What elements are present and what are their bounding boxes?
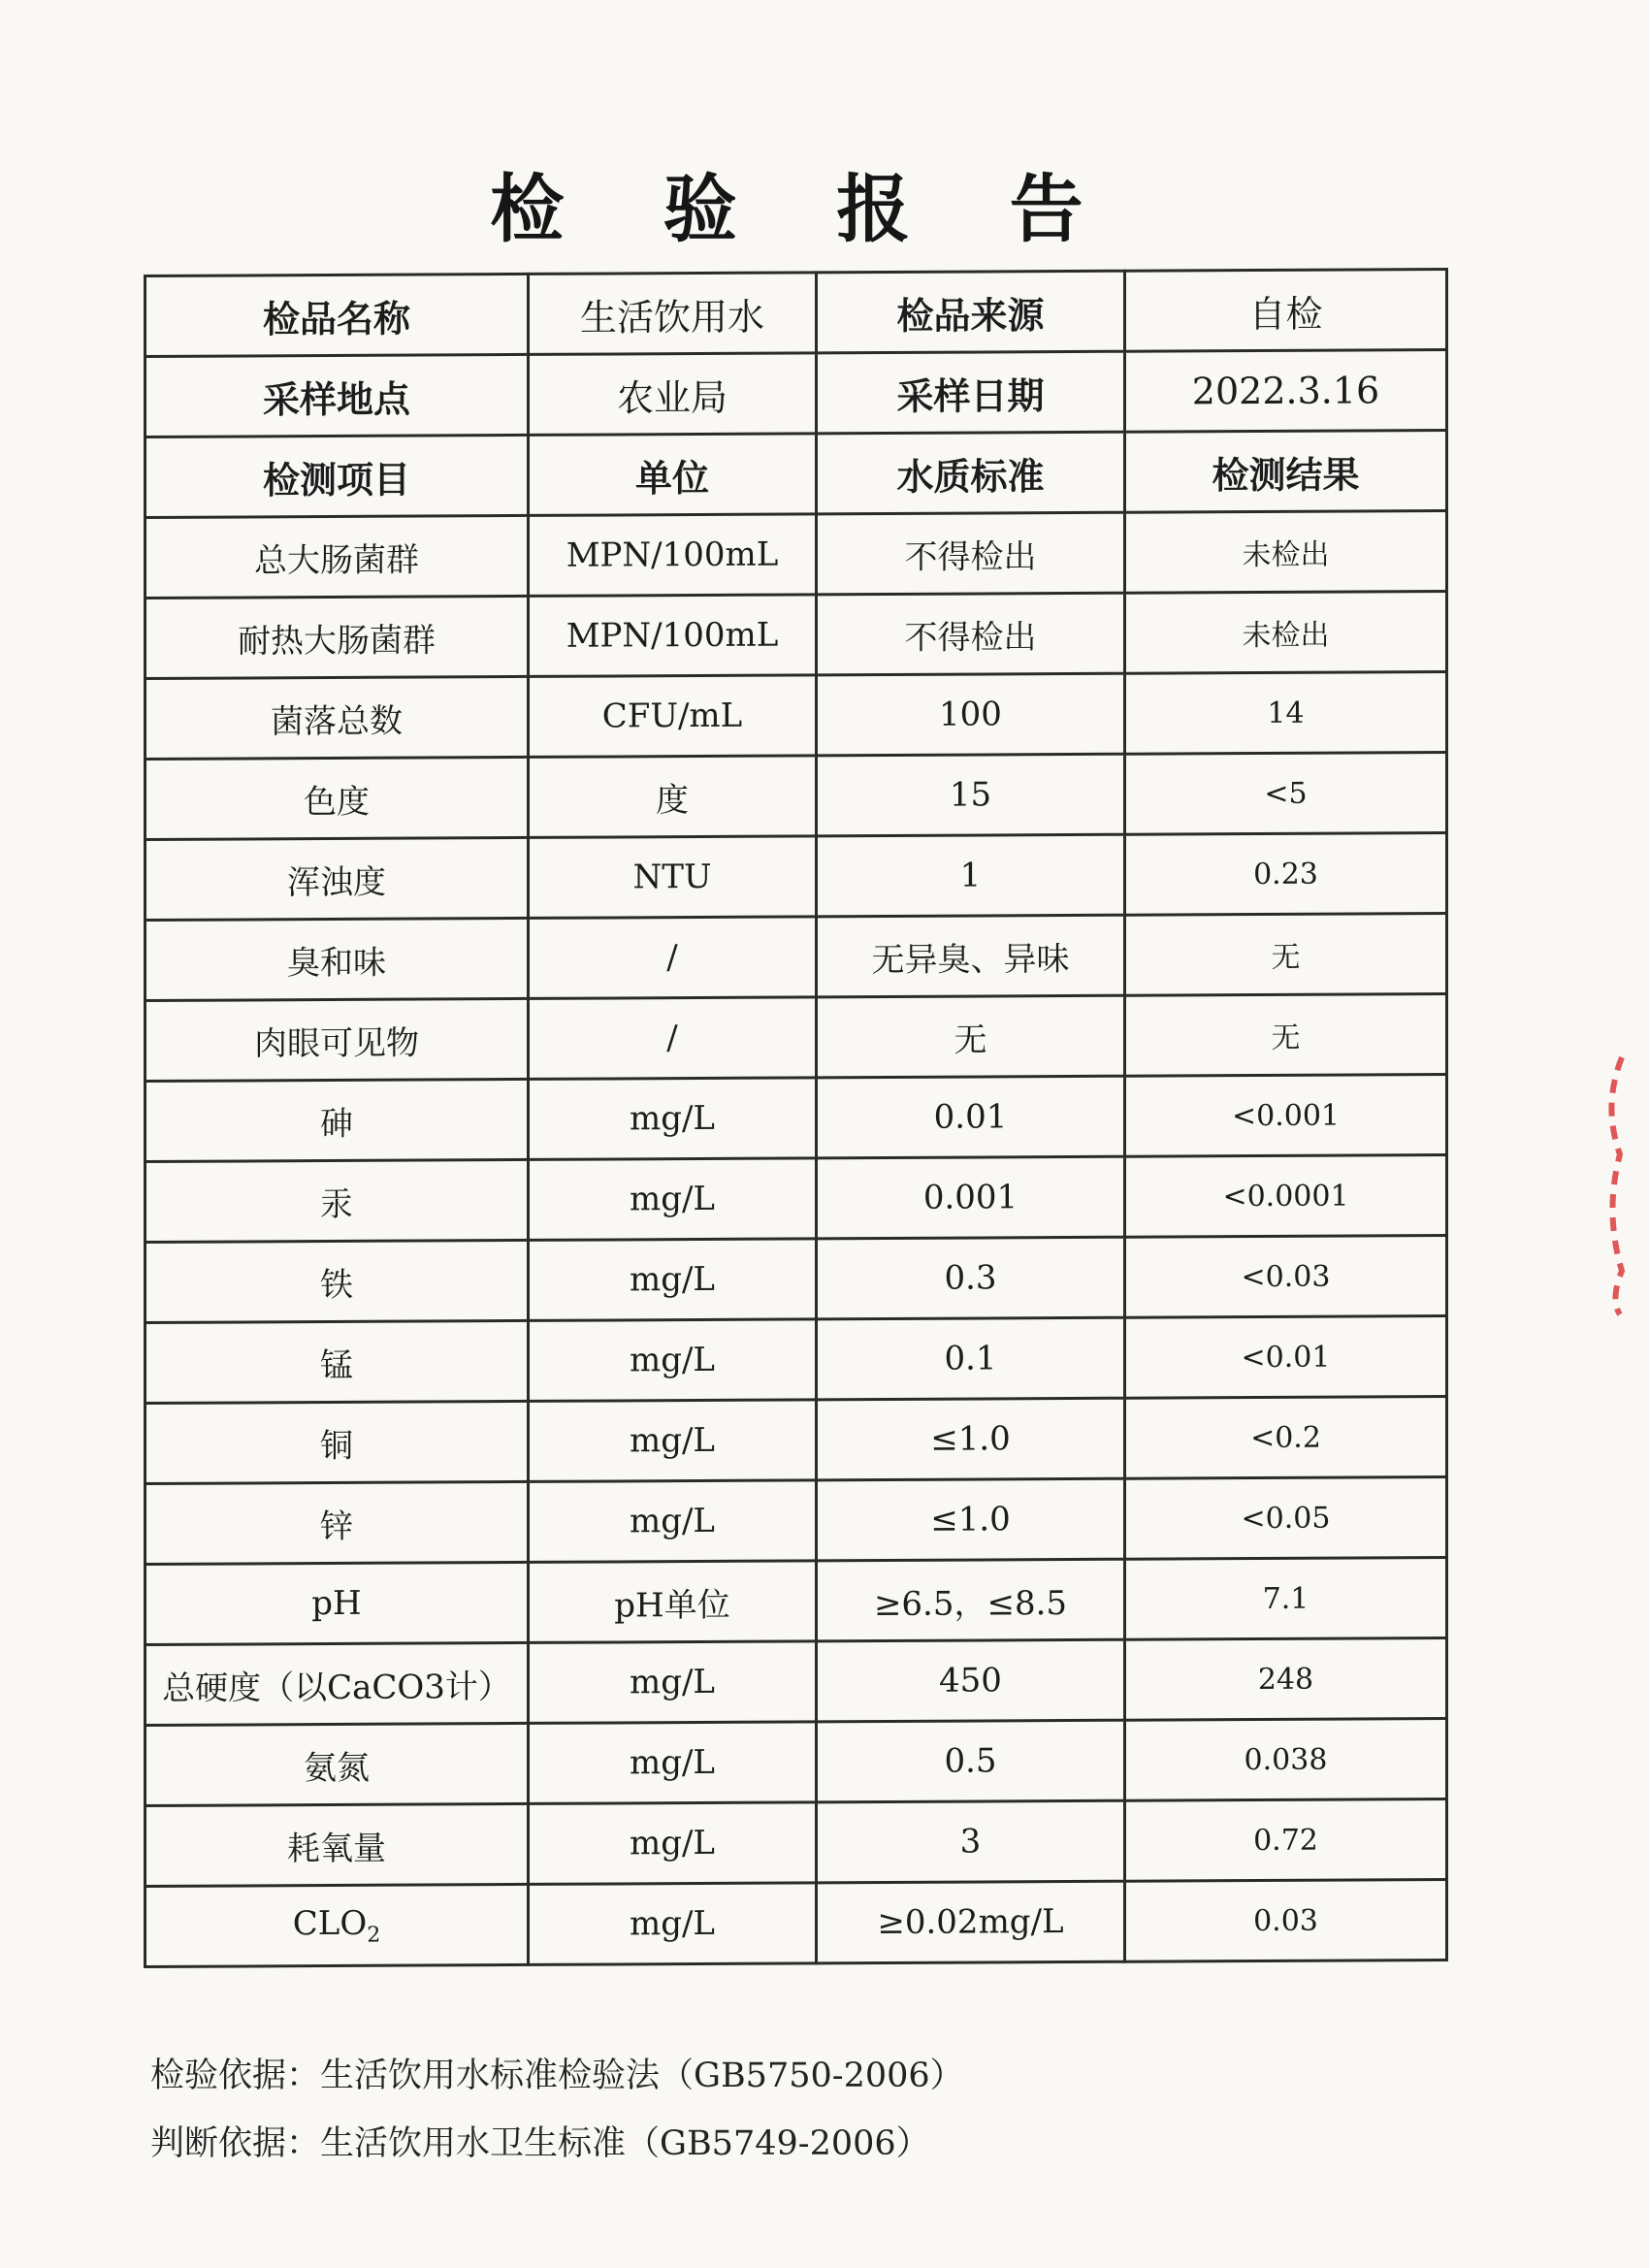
item-result: 0.23 <box>1125 832 1447 915</box>
item-result: 未检出 <box>1125 510 1447 593</box>
item-result: 0.72 <box>1125 1798 1447 1881</box>
item-result: 无 <box>1125 913 1447 995</box>
table-row <box>146 510 1447 598</box>
item-name: 色度 <box>146 757 529 839</box>
item-standard: ≤1.0 <box>817 1398 1125 1480</box>
red-seal-edge <box>1593 1048 1632 1319</box>
item-standard: 0.3 <box>817 1237 1125 1319</box>
item-name: 浑浊度 <box>146 837 529 920</box>
item-name: 菌落总数 <box>146 676 529 759</box>
sampling-row <box>146 349 1447 437</box>
table-row <box>146 832 1447 920</box>
table-row <box>146 1074 1447 1161</box>
item-result: <0.05 <box>1125 1476 1447 1559</box>
item-name: 铁 <box>146 1240 529 1322</box>
table-row <box>146 1557 1447 1644</box>
table-row <box>146 913 1447 1000</box>
item-standard: 0.001 <box>817 1156 1125 1239</box>
item-unit: mg/L <box>529 1883 817 1965</box>
table-row <box>146 1154 1447 1242</box>
item-result: <0.2 <box>1125 1396 1447 1478</box>
item-result: 未检出 <box>1125 591 1447 673</box>
item-unit: / <box>529 917 817 999</box>
item-standard: 0.01 <box>817 1076 1125 1158</box>
item-name-base: CLO <box>292 1903 368 1943</box>
table-row <box>146 1637 1447 1725</box>
item-name <box>146 1884 529 1966</box>
item-unit: mg/L <box>529 1400 817 1482</box>
item-unit: CFU/mL <box>529 675 817 758</box>
sample-source-label: 检品来源 <box>817 271 1125 353</box>
item-name-subscript: 2 <box>367 1922 381 1948</box>
item-name: 耐热大肠菌群 <box>146 596 529 678</box>
sampling-location-value: 农业局 <box>529 353 817 436</box>
item-name: 氨氮 <box>146 1723 529 1805</box>
item-result: <5 <box>1125 752 1447 834</box>
sampling-location-label: 采样地点 <box>146 354 529 437</box>
table-row <box>146 1476 1447 1564</box>
sampling-date-value: 2022.3.16 <box>1125 349 1447 432</box>
item-standard: ≤1.0 <box>817 1478 1125 1561</box>
item-name: 总硬度（以CaCO3计） <box>146 1642 529 1725</box>
item-standard: ≥6.5，≤8.5 <box>817 1559 1125 1641</box>
item-result: <0.03 <box>1125 1235 1447 1317</box>
item-standard: 0.5 <box>817 1720 1125 1802</box>
item-standard: 1 <box>817 834 1125 917</box>
item-unit: MPN/100mL <box>529 514 817 597</box>
item-name: pH <box>146 1562 529 1644</box>
column-header-row <box>146 430 1447 517</box>
item-result: <0.001 <box>1125 1074 1447 1156</box>
item-name: 耗氧量 <box>146 1803 529 1886</box>
item-unit: mg/L <box>529 1641 817 1724</box>
judgement-basis: 判断依据：生活饮用水卫生标准（GB5749-2006） <box>150 2124 930 2163</box>
sample-name-row <box>146 269 1447 356</box>
item-unit: mg/L <box>529 1802 817 1885</box>
table-row <box>146 1396 1447 1483</box>
col-header-standard: 水质标准 <box>817 432 1125 514</box>
item-unit: mg/L <box>529 1722 817 1804</box>
item-result: 0.03 <box>1125 1879 1447 1961</box>
table-row <box>146 993 1447 1081</box>
inspection-table <box>144 268 1448 1968</box>
item-standard: 450 <box>817 1639 1125 1722</box>
item-result: 14 <box>1125 671 1447 754</box>
item-unit: mg/L <box>529 1239 817 1321</box>
table-row <box>146 1798 1447 1886</box>
item-standard: 无异臭、异味 <box>817 915 1125 997</box>
item-standard: 3 <box>817 1800 1125 1883</box>
item-unit: mg/L <box>529 1158 817 1241</box>
report-title: 检 验 报 告 <box>490 166 1120 252</box>
table-row <box>146 1879 1447 1966</box>
col-header-unit: 单位 <box>529 434 817 516</box>
table-row <box>146 1315 1447 1403</box>
item-result: 无 <box>1125 993 1447 1076</box>
item-name: 锰 <box>146 1320 529 1403</box>
table-row <box>146 1718 1447 1805</box>
item-standard: 不得检出 <box>817 593 1125 675</box>
col-header-item: 检测项目 <box>146 435 529 517</box>
sample-name-label: 检品名称 <box>146 274 529 356</box>
item-standard: 无 <box>817 995 1125 1078</box>
item-name: 铜 <box>146 1401 529 1483</box>
col-header-result: 检测结果 <box>1125 430 1447 512</box>
item-unit: / <box>529 997 817 1080</box>
item-result: <0.0001 <box>1125 1154 1447 1237</box>
table-row <box>146 1235 1447 1322</box>
item-unit: 度 <box>529 756 817 838</box>
inspection-basis: 检验依据：生活饮用水标准检验法（GB5750-2006） <box>150 2057 964 2095</box>
item-standard: 不得检出 <box>817 512 1125 595</box>
item-name: 肉眼可见物 <box>146 998 529 1081</box>
item-result: 0.038 <box>1125 1718 1447 1800</box>
item-unit: MPN/100mL <box>529 595 817 677</box>
item-standard: ≥0.02mg/L <box>817 1881 1125 1963</box>
item-name: 锌 <box>146 1481 529 1564</box>
item-unit: mg/L <box>529 1078 817 1160</box>
item-name: 臭和味 <box>146 918 529 1000</box>
item-name: 汞 <box>146 1159 529 1242</box>
item-standard: 15 <box>817 754 1125 836</box>
table-row <box>146 671 1447 759</box>
table-row <box>146 752 1447 839</box>
item-unit: mg/L <box>529 1480 817 1563</box>
item-result: 7.1 <box>1125 1557 1447 1639</box>
sample-name-value: 生活饮用水 <box>529 273 817 355</box>
item-unit: pH单位 <box>529 1561 817 1643</box>
item-unit: NTU <box>529 836 817 919</box>
sample-source-value: 自检 <box>1125 269 1447 351</box>
item-result: <0.01 <box>1125 1315 1447 1398</box>
sampling-date-label: 采样日期 <box>817 351 1125 434</box>
item-name: 砷 <box>146 1079 529 1161</box>
item-result: 248 <box>1125 1637 1447 1720</box>
item-standard: 0.1 <box>817 1317 1125 1400</box>
item-standard: 100 <box>817 673 1125 756</box>
table-row <box>146 591 1447 678</box>
item-name: 总大肠菌群 <box>146 515 529 598</box>
item-unit: mg/L <box>529 1319 817 1402</box>
